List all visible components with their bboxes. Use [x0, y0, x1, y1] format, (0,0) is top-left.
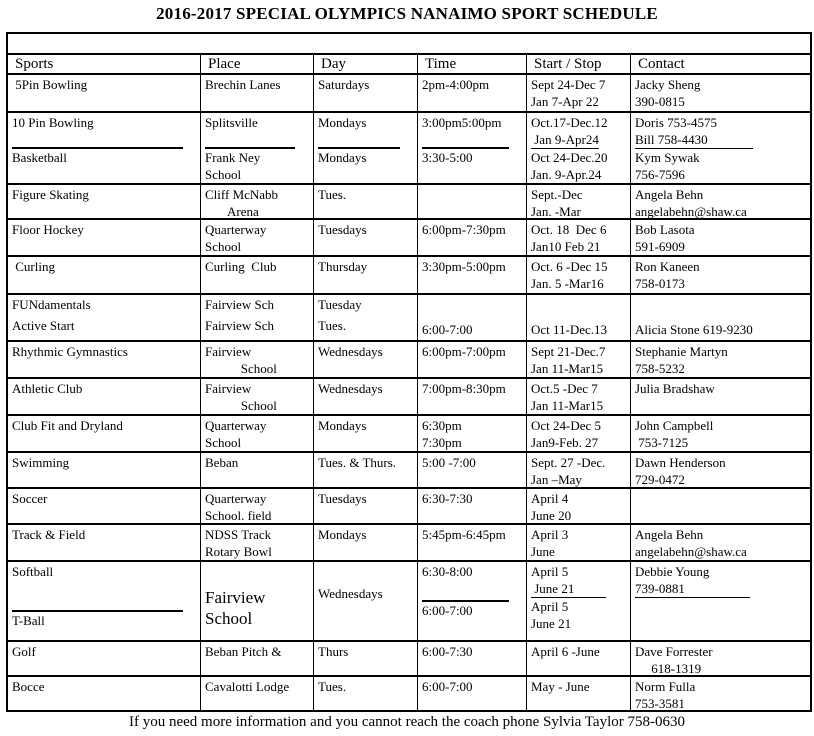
- cell-line: Sept 24-Dec 7: [531, 77, 606, 92]
- cell-line: [531, 580, 628, 598]
- cell-line: Oct.17-Dec.12: [531, 115, 608, 130]
- spacer: [12, 580, 198, 610]
- cell-line: Oct 11-Dec.13: [531, 322, 608, 337]
- cell-contact: [631, 342, 810, 377]
- cell-time: [418, 416, 527, 451]
- cell-startstop: [527, 295, 631, 340]
- cell-time: [418, 677, 527, 710]
- cell-line: Angela Behn: [635, 187, 704, 202]
- cell-line: Wednesdays: [318, 344, 383, 359]
- cell-day: [314, 379, 418, 414]
- cell-line: Golf: [12, 644, 36, 659]
- cell-time: [418, 257, 527, 293]
- cell-contact: [631, 379, 810, 414]
- cell-line: Doris 753-4575: [635, 115, 717, 130]
- cell-line: Quarterway: [205, 418, 267, 433]
- cell-time: [418, 113, 527, 183]
- cell-line: Mondays: [318, 418, 367, 433]
- cell-day: [314, 113, 418, 183]
- cell-line: 6:00-7:00: [422, 679, 473, 694]
- cell-time: [418, 642, 527, 675]
- cell-place: [201, 75, 314, 111]
- cell-line: 591-6909: [635, 239, 685, 254]
- cell-line: 6:00-7:30: [422, 644, 473, 659]
- cell-line: Saturdays: [318, 77, 370, 92]
- cell-startstop: [527, 489, 631, 523]
- cell-line: School: [205, 239, 242, 254]
- cell-line: Tues.: [318, 187, 347, 202]
- cell-line: Jan. 9-Apr.24: [531, 167, 602, 182]
- cell-line: Oct 24-Dec 5: [531, 418, 602, 433]
- cell-startstop: [527, 562, 631, 640]
- cell-time: [418, 342, 527, 377]
- cell-sports: [8, 113, 201, 183]
- cell-place: [201, 453, 314, 487]
- cell-sports: [8, 75, 201, 111]
- cell-line: June 20: [531, 508, 572, 523]
- cell-place: [201, 220, 314, 255]
- cell-line: 6:30-7:30: [422, 491, 473, 506]
- cell-line: Floor Hockey: [12, 222, 84, 237]
- cell-place: [201, 113, 314, 183]
- spacer: [205, 563, 311, 587]
- col-header-sports: Sports: [8, 55, 201, 73]
- cell-line: Norm Fulla: [635, 679, 696, 694]
- spacer: [422, 131, 524, 147]
- page-title: 2016-2017 SPECIAL OLYMPICS NANAIMO SPORT SCHEDULE: [156, 4, 658, 23]
- cell-line: 5:45pm-6:45pm: [422, 527, 506, 542]
- cell-line: Wednesdays: [318, 381, 383, 396]
- cell-line: School: [205, 609, 253, 628]
- col-header-contact: Contact: [638, 56, 685, 72]
- cell-place: [201, 295, 314, 340]
- cell-line: Basketball: [12, 150, 67, 165]
- cell-line: Debbie Young: [635, 564, 710, 579]
- cell-line: Sept. 27 -Dec.: [531, 455, 606, 470]
- cell-place: [201, 257, 314, 293]
- table-row-10pin-bowling-basketball: [8, 111, 810, 183]
- cell-line: Sept.-Dec: [531, 187, 583, 202]
- spacer-row: [8, 34, 810, 53]
- cell-startstop: [527, 113, 631, 183]
- cell-line: Ron Kaneen: [635, 259, 700, 274]
- cell-day: [314, 416, 418, 451]
- cell-day: [314, 185, 418, 218]
- cell-place: [201, 342, 314, 377]
- cell-day: [314, 562, 418, 640]
- cell-line: 3:30-5:00: [422, 150, 473, 165]
- cell-startstop: [527, 677, 631, 710]
- cell-day: [314, 642, 418, 675]
- cell-line: Softball: [12, 564, 54, 579]
- cell-line: Splitsville: [205, 115, 258, 130]
- table-row-bocce: [8, 675, 810, 710]
- underlined-text: June 21: [531, 580, 606, 598]
- cell-line: School: [205, 398, 277, 413]
- cell-line: Jan10 Feb 21: [531, 239, 601, 254]
- cell-line: Fairview Sch: [205, 297, 274, 312]
- cell-line: 6:00-7:00: [422, 322, 473, 337]
- table-row-softball-tball: [8, 560, 810, 640]
- table-row-soccer: [8, 487, 810, 523]
- cell-line: Frank Ney: [205, 150, 261, 165]
- cell-line: June 21: [531, 616, 572, 631]
- cell-line: Rotary Bowl: [205, 544, 272, 559]
- footer-note: If you need more information and you cannot reach the coach phone Sylvia Taylor 758-0630: [128, 714, 685, 730]
- cell-day: [314, 525, 418, 560]
- cell-line: 3:30pm-5:00pm: [422, 259, 506, 274]
- cell-day: [314, 677, 418, 710]
- cell-line: 753-3581: [635, 696, 685, 710]
- cell-line: 6:00pm-7:30pm: [422, 222, 506, 237]
- cell-line: Jan 11-Mar15: [531, 361, 604, 376]
- cell-line: April 5: [531, 564, 569, 579]
- spacer: [422, 296, 524, 321]
- cell-line: Jan –May: [531, 472, 582, 487]
- cell-line: Alicia Stone 619-9230: [635, 322, 753, 337]
- cell-contact: [631, 75, 810, 111]
- cell-contact: [631, 220, 810, 255]
- cell-startstop: [527, 379, 631, 414]
- cell-line: Tues.: [318, 318, 347, 333]
- spacer: [12, 131, 198, 147]
- spacer: [422, 580, 524, 600]
- cell-line: Active Start: [12, 318, 75, 333]
- spacer: [318, 563, 415, 585]
- cell-line: April 5: [531, 599, 569, 614]
- cell-line: [531, 131, 628, 149]
- cell-line: Curling: [12, 259, 55, 274]
- table-row-fundamentals-active-start: [8, 293, 810, 340]
- cell-place: [201, 677, 314, 710]
- cell-sports: [8, 220, 201, 255]
- cell-line: 2pm-4:00pm: [422, 77, 490, 92]
- cell-place: [201, 185, 314, 218]
- cell-startstop: [527, 75, 631, 111]
- cell-line: Thurs: [318, 644, 349, 659]
- cell-time: [418, 453, 527, 487]
- cell-line: Soccer: [12, 491, 48, 506]
- cell-line: 6:00-7:00: [422, 603, 473, 618]
- table-row-track-and-field: [8, 523, 810, 560]
- cell-sports: [8, 257, 201, 293]
- cell-sports: [8, 185, 201, 218]
- cell-line: Quarterway: [205, 222, 267, 237]
- cell-contact: [631, 295, 810, 340]
- cell-sports: [8, 562, 201, 640]
- col-header-startstop: Start / Stop: [527, 55, 631, 73]
- cell-line: School: [205, 361, 277, 376]
- cell-line: 618-1319: [635, 661, 702, 675]
- cell-line: angelabehn@shaw.ca: [635, 204, 747, 218]
- cell-line: Tuesdays: [318, 222, 367, 237]
- cell-place: [201, 416, 314, 451]
- cell-line: Tues. & Thurs.: [318, 455, 397, 470]
- cell-place: [201, 525, 314, 560]
- cell-place: [201, 489, 314, 523]
- cell-sports: [8, 642, 201, 675]
- cell-line: Jan 11-Mar15: [531, 398, 604, 413]
- cell-line: T-Ball: [12, 613, 45, 628]
- table-row-golf: [8, 640, 810, 675]
- table-row-swimming: [8, 451, 810, 487]
- cell-line: John Campbell: [635, 418, 714, 433]
- cell-line: Rhythmic Gymnastics: [12, 344, 128, 359]
- spacer: [635, 296, 808, 321]
- cell-place: [201, 562, 314, 640]
- cell-line: June: [531, 544, 555, 559]
- cell-sports: [8, 416, 201, 451]
- cell-line: Dawn Henderson: [635, 455, 726, 470]
- cell-line: Figure Skating: [12, 187, 89, 202]
- cell-startstop: [527, 525, 631, 560]
- cell-line: 729-0472: [635, 472, 685, 487]
- cell-contact: [631, 416, 810, 451]
- cell-line: April 4: [531, 491, 569, 506]
- cell-line: Club Fit and Dryland: [12, 418, 123, 433]
- table-row-figure-skating: [8, 183, 810, 218]
- cell-line: 758-5232: [635, 361, 685, 376]
- table-row-floor-hockey: [8, 218, 810, 255]
- table-row-5pin-bowling: [8, 73, 810, 111]
- cell-line: April 3: [531, 527, 569, 542]
- cell-contact: [631, 257, 810, 293]
- cell-line: Jan. -Mar: [531, 204, 581, 218]
- cell-place: [201, 379, 314, 414]
- cell-line: Jan 7-Apr 22: [531, 94, 599, 109]
- cell-line: Dave Forrester: [635, 644, 713, 659]
- cell-day: [314, 453, 418, 487]
- table-row-curling: [8, 255, 810, 293]
- cell-line: Swimming: [12, 455, 70, 470]
- cell-startstop: [527, 257, 631, 293]
- cell-line: Bocce: [12, 679, 45, 694]
- cell-line: Mondays: [318, 150, 367, 165]
- cell-line: Fairview: [205, 344, 252, 359]
- cell-line: 753-7125: [635, 435, 689, 450]
- cell-time: [418, 185, 527, 218]
- cell-day: [314, 257, 418, 293]
- cell-startstop: [527, 416, 631, 451]
- underlined-text: 739-0881: [635, 580, 750, 598]
- cell-line: School: [205, 167, 242, 182]
- cell-line: Oct.5 -Dec 7: [531, 381, 598, 396]
- cell-line: 3:00pm5:00pm: [422, 115, 502, 130]
- cell-line: Mondays: [318, 115, 367, 130]
- cell-line: Julia Bradshaw: [635, 381, 715, 396]
- cell-day: [314, 295, 418, 340]
- cell-line: FUNdamentals: [12, 297, 91, 312]
- cell-line: Fairview: [205, 381, 252, 396]
- cell-line: Curling Club: [205, 259, 277, 274]
- cell-line: 756-7596: [635, 167, 685, 182]
- cell-line: 6:00pm-7:00pm: [422, 344, 506, 359]
- cell-time: [418, 489, 527, 523]
- cell-time: [418, 220, 527, 255]
- cell-line: 10 Pin Bowling: [12, 115, 94, 130]
- cell-line: 390-0815: [635, 94, 685, 109]
- cell-line: Kym Sywak: [635, 150, 700, 165]
- cell-startstop: [527, 220, 631, 255]
- cell-line: NDSS Track: [205, 527, 272, 542]
- cell-sports: [8, 453, 201, 487]
- table-row-athletic-club: [8, 377, 810, 414]
- cell-contact: [631, 677, 810, 710]
- cell-time: [418, 525, 527, 560]
- cell-sports: [8, 489, 201, 523]
- cell-sports: [8, 379, 201, 414]
- cell-place: [201, 642, 314, 675]
- cell-line: 758-0173: [635, 276, 685, 291]
- cell-line: Tuesdays: [318, 491, 367, 506]
- cell-line: School. field: [205, 508, 272, 523]
- cell-line: 7:30pm: [422, 435, 462, 450]
- cell-line: Oct 24-Dec.20: [531, 150, 608, 165]
- cell-startstop: [527, 342, 631, 377]
- cell-line: [635, 580, 808, 598]
- col-header-place: Place: [201, 55, 314, 73]
- cell-sports: [8, 295, 201, 340]
- header-row: [8, 53, 810, 73]
- cell-line: April 6 -June: [531, 644, 600, 659]
- cell-line: Cavalotti Lodge: [205, 679, 290, 694]
- cell-contact: [631, 562, 810, 640]
- cell-line: Sept 21-Dec.7: [531, 344, 606, 359]
- spacer: [531, 296, 628, 321]
- cell-line: Track & Field: [12, 527, 86, 542]
- cell-line: Beban Pitch &: [205, 644, 282, 659]
- cell-startstop: [527, 185, 631, 218]
- cell-line: Fairview: [205, 588, 266, 607]
- cell-contact: [631, 489, 810, 523]
- cell-line: Bob Lasota: [635, 222, 695, 237]
- cell-line: Oct. 18 Dec 6: [531, 222, 607, 237]
- cell-day: [314, 220, 418, 255]
- cell-contact: [631, 113, 810, 183]
- cell-line: Brechin Lanes: [205, 77, 281, 92]
- cell-line: Tues.: [318, 679, 347, 694]
- cell-time: [418, 562, 527, 640]
- cell-contact: [631, 185, 810, 218]
- cell-line: May - June: [531, 679, 590, 694]
- cell-time: [418, 75, 527, 111]
- cell-line: 7:00pm-8:30pm: [422, 381, 506, 396]
- cell-line: Jan. 5 -Mar16: [531, 276, 604, 291]
- cell-line: 6:30pm: [422, 418, 462, 433]
- cell-contact: [631, 642, 810, 675]
- spacer: [318, 131, 415, 147]
- cell-line: School: [205, 435, 242, 450]
- cell-line: 5:00 -7:00: [422, 455, 476, 470]
- cell-line: angelabehn@shaw.ca: [635, 544, 747, 559]
- cell-line: 5Pin Bowling: [12, 77, 88, 92]
- cell-line: Stephanie Martyn: [635, 344, 728, 359]
- schedule-table: [6, 32, 812, 712]
- cell-line: Beban: [205, 455, 239, 470]
- col-header-day: Day: [314, 55, 418, 73]
- cell-sports: [8, 677, 201, 710]
- cell-line: Oct. 6 -Dec 15: [531, 259, 608, 274]
- cell-startstop: [527, 453, 631, 487]
- cell-startstop: [527, 642, 631, 675]
- cell-line: Wednesdays: [318, 586, 383, 601]
- col-header-time: Time: [418, 55, 527, 73]
- cell-line: Tuesday: [318, 297, 362, 312]
- cell-time: [418, 295, 527, 340]
- cell-time: [418, 379, 527, 414]
- cell-line: Angela Behn: [635, 527, 704, 542]
- cell-line: Cliff McNabb: [205, 187, 279, 202]
- cell-sports: [8, 342, 201, 377]
- cell-contact: [631, 453, 810, 487]
- table-row-club-fit-and-dryland: [8, 414, 810, 451]
- spacer: [205, 131, 311, 147]
- underlined-text: Bill 758-4430: [635, 131, 753, 149]
- cell-line: Jan9-Feb. 27: [531, 435, 599, 450]
- cell-contact: [631, 525, 810, 560]
- cell-line: Athletic Club: [12, 381, 83, 396]
- underlined-text: Jan 9-Apr24: [531, 132, 599, 147]
- cell-day: [314, 75, 418, 111]
- cell-sports: [8, 525, 201, 560]
- cell-line: Quarterway: [205, 491, 267, 506]
- table-row-rhythmic-gymnastics: [8, 340, 810, 377]
- cell-line: 6:30-8:00: [422, 564, 473, 579]
- cell-line: Arena: [205, 204, 259, 218]
- cell-line: Jacky Sheng: [635, 77, 701, 92]
- cell-line: Fairview Sch: [205, 318, 274, 333]
- cell-day: [314, 489, 418, 523]
- cell-day: [314, 342, 418, 377]
- cell-line: Mondays: [318, 527, 367, 542]
- cell-line: Thursday: [318, 259, 368, 274]
- cell-line: [635, 131, 808, 149]
